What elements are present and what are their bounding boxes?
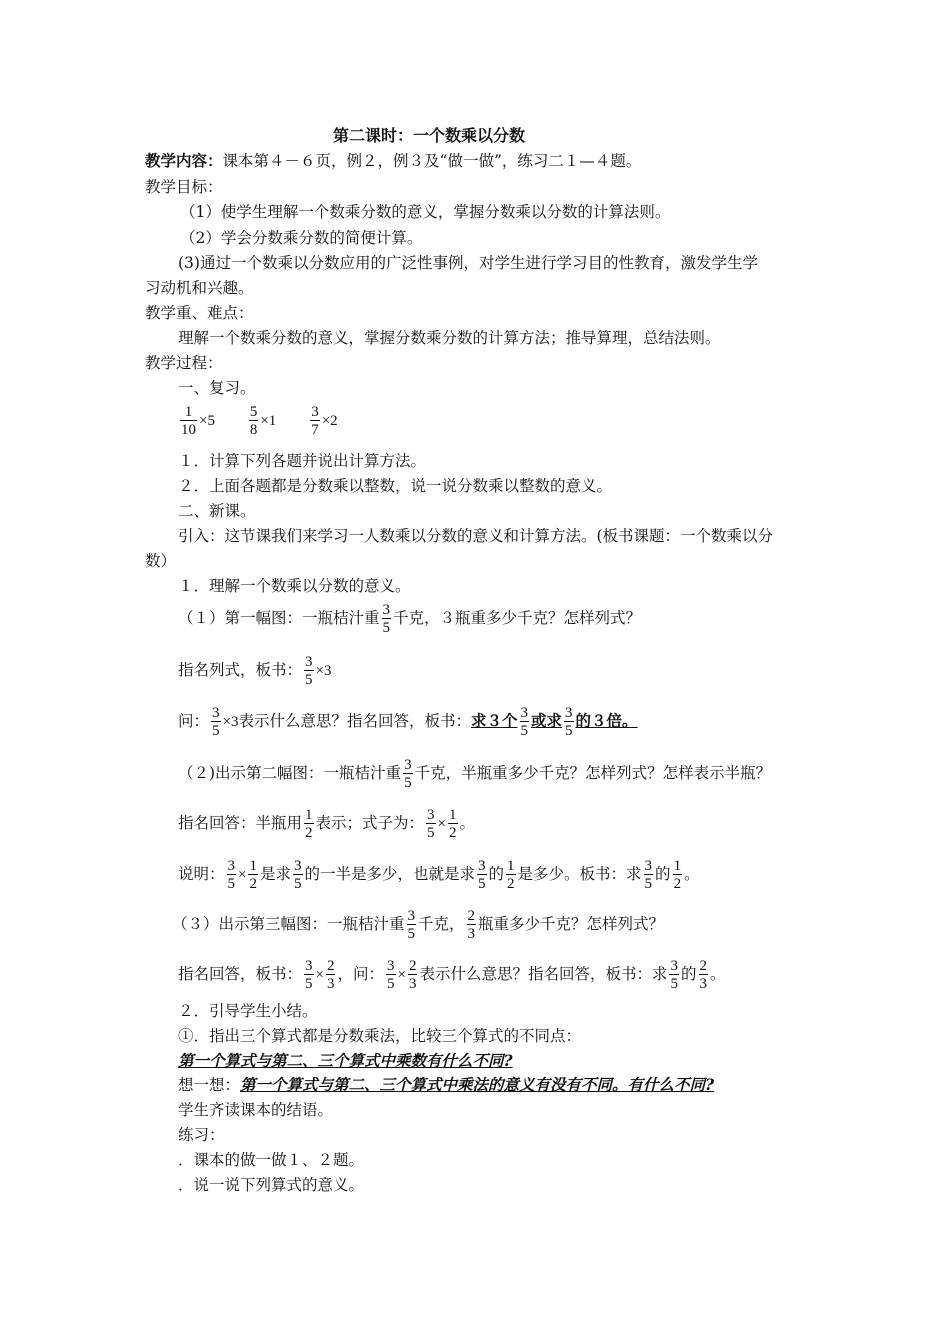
picture-3-answer: 指名回答，板书： $\frac{3}{5}$ × $\frac{2}{3}$ ，问： $\frac{3}{5}$ × $\frac{2}{3}$ 表示什么意思？指名回答，板书：求 $\frac{3}{5}$ 的 $\frac{2}{3}$ 。 <box>178 958 726 992</box>
think-label: 想一想： <box>178 1076 241 1094</box>
review-heading: 一、复习。 <box>178 379 256 397</box>
fraction: $\frac{2}{3}$ <box>467 908 476 942</box>
class-reading: 学生齐读课本的结语。 <box>178 1101 334 1119</box>
picture-1-question: （１）第一幅图：一瓶桔汁重 $\frac{3}{5}$ 千克，３瓶重多少千克？怎样列式？ <box>178 602 642 636</box>
key-points-label: 教学重、难点： <box>145 304 254 322</box>
picture-1-answer: 指名列式，板书： $\frac{3}{5}$ ×3 <box>178 654 332 688</box>
fraction: $\frac{3}{5}$ <box>644 858 653 892</box>
process-label: 教学过程： <box>145 354 223 372</box>
intro-line-1: 引入：这节课我们来学习一人数乘以分数的意义和计算方法。(板书课题：一个数乘以分 <box>178 527 774 545</box>
review-expression: $\frac{1}{10}$ ×5 <box>181 404 215 438</box>
picture-3-question: （３）出示第三幅图：一瓶桔汁重 $\frac{3}{5}$ 千克， $\frac{2}{3}$ 瓶重多少千克？怎样列式？ <box>172 908 665 942</box>
intro-line-2: 数） <box>145 552 177 570</box>
teaching-content <box>145 150 641 172</box>
step-2: ２．引导学生小结。 <box>178 1002 318 1020</box>
content-text: 课本第４－６页，例２，例３及“做一做”，练习二１—４题。 <box>222 152 642 170</box>
summary-question: 第一个算式与第二、三个算式中乘数有什么不同? <box>178 1051 513 1070</box>
fraction: $\frac{3}{5}$ <box>382 602 391 636</box>
picture-2-explanation: 说明： $\frac{3}{5}$ × $\frac{1}{2}$ 是求 $\frac{3}{5}$ 的一半是多少，也就是求 $\frac{3}{5}$ 的 $\frac{1}{2}$ 是多少。板书：求 $\frac{3}{5}$ 的 $\frac{1}{2}$ 。 <box>178 858 700 892</box>
review-item-1: １．计算下列各题并说出计算方法。 <box>178 452 427 470</box>
goals-label: 教学目标： <box>145 178 223 196</box>
fraction: $\frac{2}{3}$ <box>408 958 417 992</box>
content-label: 教学内容： <box>145 151 223 170</box>
fraction: $\frac{3}{5}$ <box>404 757 412 791</box>
fraction: $\frac{3}{5}$ <box>227 858 236 892</box>
goal-1: （1）使学生理解一个数乘分数的意义，掌握分数乘以分数的计算法则。 <box>180 203 671 221</box>
fraction: $\frac{1}{2}$ <box>449 807 457 841</box>
fraction: $\frac{3}{5}$ <box>520 705 529 739</box>
fraction: $\frac{1}{10}$ <box>181 404 196 438</box>
goal-3-line-2: 习动机和兴趣。 <box>145 279 254 297</box>
review-expressions <box>178 404 338 444</box>
review-expression: $\frac{3}{7}$ ×2 <box>311 404 338 438</box>
think-prompt <box>178 1074 714 1096</box>
goal-3-line-1: (3)通过一个数乘以分数应用的广泛性事例，对学生进行学习目的性教育，激发学生学 <box>178 254 758 272</box>
picture-1-meaning: 问： $\frac{3}{5}$ ×3表示什么意思？指名回答，板书：求３个 $\frac{3}{5}$ 或求 $\frac{3}{5}$ 的３倍。 <box>178 705 638 739</box>
fraction: $\frac{3}{5}$ <box>305 958 313 992</box>
fraction: $\frac{5}{8}$ <box>249 404 258 438</box>
fraction: $\frac{3}{5}$ <box>407 908 416 942</box>
fraction: $\frac{3}{5}$ <box>387 958 395 992</box>
fraction: $\frac{3}{7}$ <box>311 404 319 438</box>
practice-item-2: ．说一说下列算式的意义。 <box>178 1176 365 1194</box>
fraction: $\frac{3}{5}$ <box>294 858 302 892</box>
fraction: $\frac{3}{5}$ <box>212 705 220 739</box>
fraction: $\frac{3}{5}$ <box>670 958 678 992</box>
new-lesson-heading: 二、新课。 <box>178 502 256 520</box>
step-1: １．理解一个数乘以分数的意义。 <box>178 577 411 595</box>
key-points-text: 理解一个数乘分数的意义，掌握分数乘分数的计算方法；推导算理，总结法则。 <box>178 329 721 347</box>
fraction: $\frac{1}{2}$ <box>249 858 257 892</box>
fraction: $\frac{2}{3}$ <box>326 958 335 992</box>
picture-2-question: （２)出示第二幅图：一瓶桔汁重 $\frac{3}{5}$ 千克，半瓶重多少千克？怎样列式？怎样表示半瓶？ <box>178 757 772 791</box>
fraction: $\frac{3}{5}$ <box>478 858 486 892</box>
fraction: $\frac{3}{5}$ <box>565 705 573 739</box>
goal-2: （2）学会分数乘分数的简便计算。 <box>180 229 423 247</box>
fraction: $\frac{3}{5}$ <box>427 807 435 841</box>
fraction: $\frac{1}{2}$ <box>305 807 313 841</box>
fraction: $\frac{2}{3}$ <box>699 958 707 992</box>
review-item-2: ２．上面各题都是分数乘以整数，说一说分数乘以整数的意义。 <box>178 477 613 495</box>
think-question: 第一个算式与第二、三个算式中乘法的意义有没有不同。有什么不同? <box>240 1075 715 1094</box>
practice-item-1: ．课本的做一做１、２题。 <box>178 1151 365 1169</box>
review-expression: $\frac{5}{8}$ ×1 <box>249 404 277 438</box>
fraction: $\frac{1}{2}$ <box>673 858 682 892</box>
fraction: $\frac{3}{5}$ <box>305 654 313 688</box>
fraction: $\frac{1}{2}$ <box>507 858 515 892</box>
practice-label: 练习： <box>178 1126 225 1144</box>
picture-2-answer: 指名回答：半瓶用 $\frac{1}{2}$ 表示；式子为： $\frac{3}{5}$ × $\frac{1}{2}$ 。 <box>178 807 476 841</box>
page-title: 第二课时：一个数乘以分数 <box>333 126 526 145</box>
summary-point-1: ①．指出三个算式都是分数乘法，比较三个算式的不同点： <box>178 1027 582 1045</box>
